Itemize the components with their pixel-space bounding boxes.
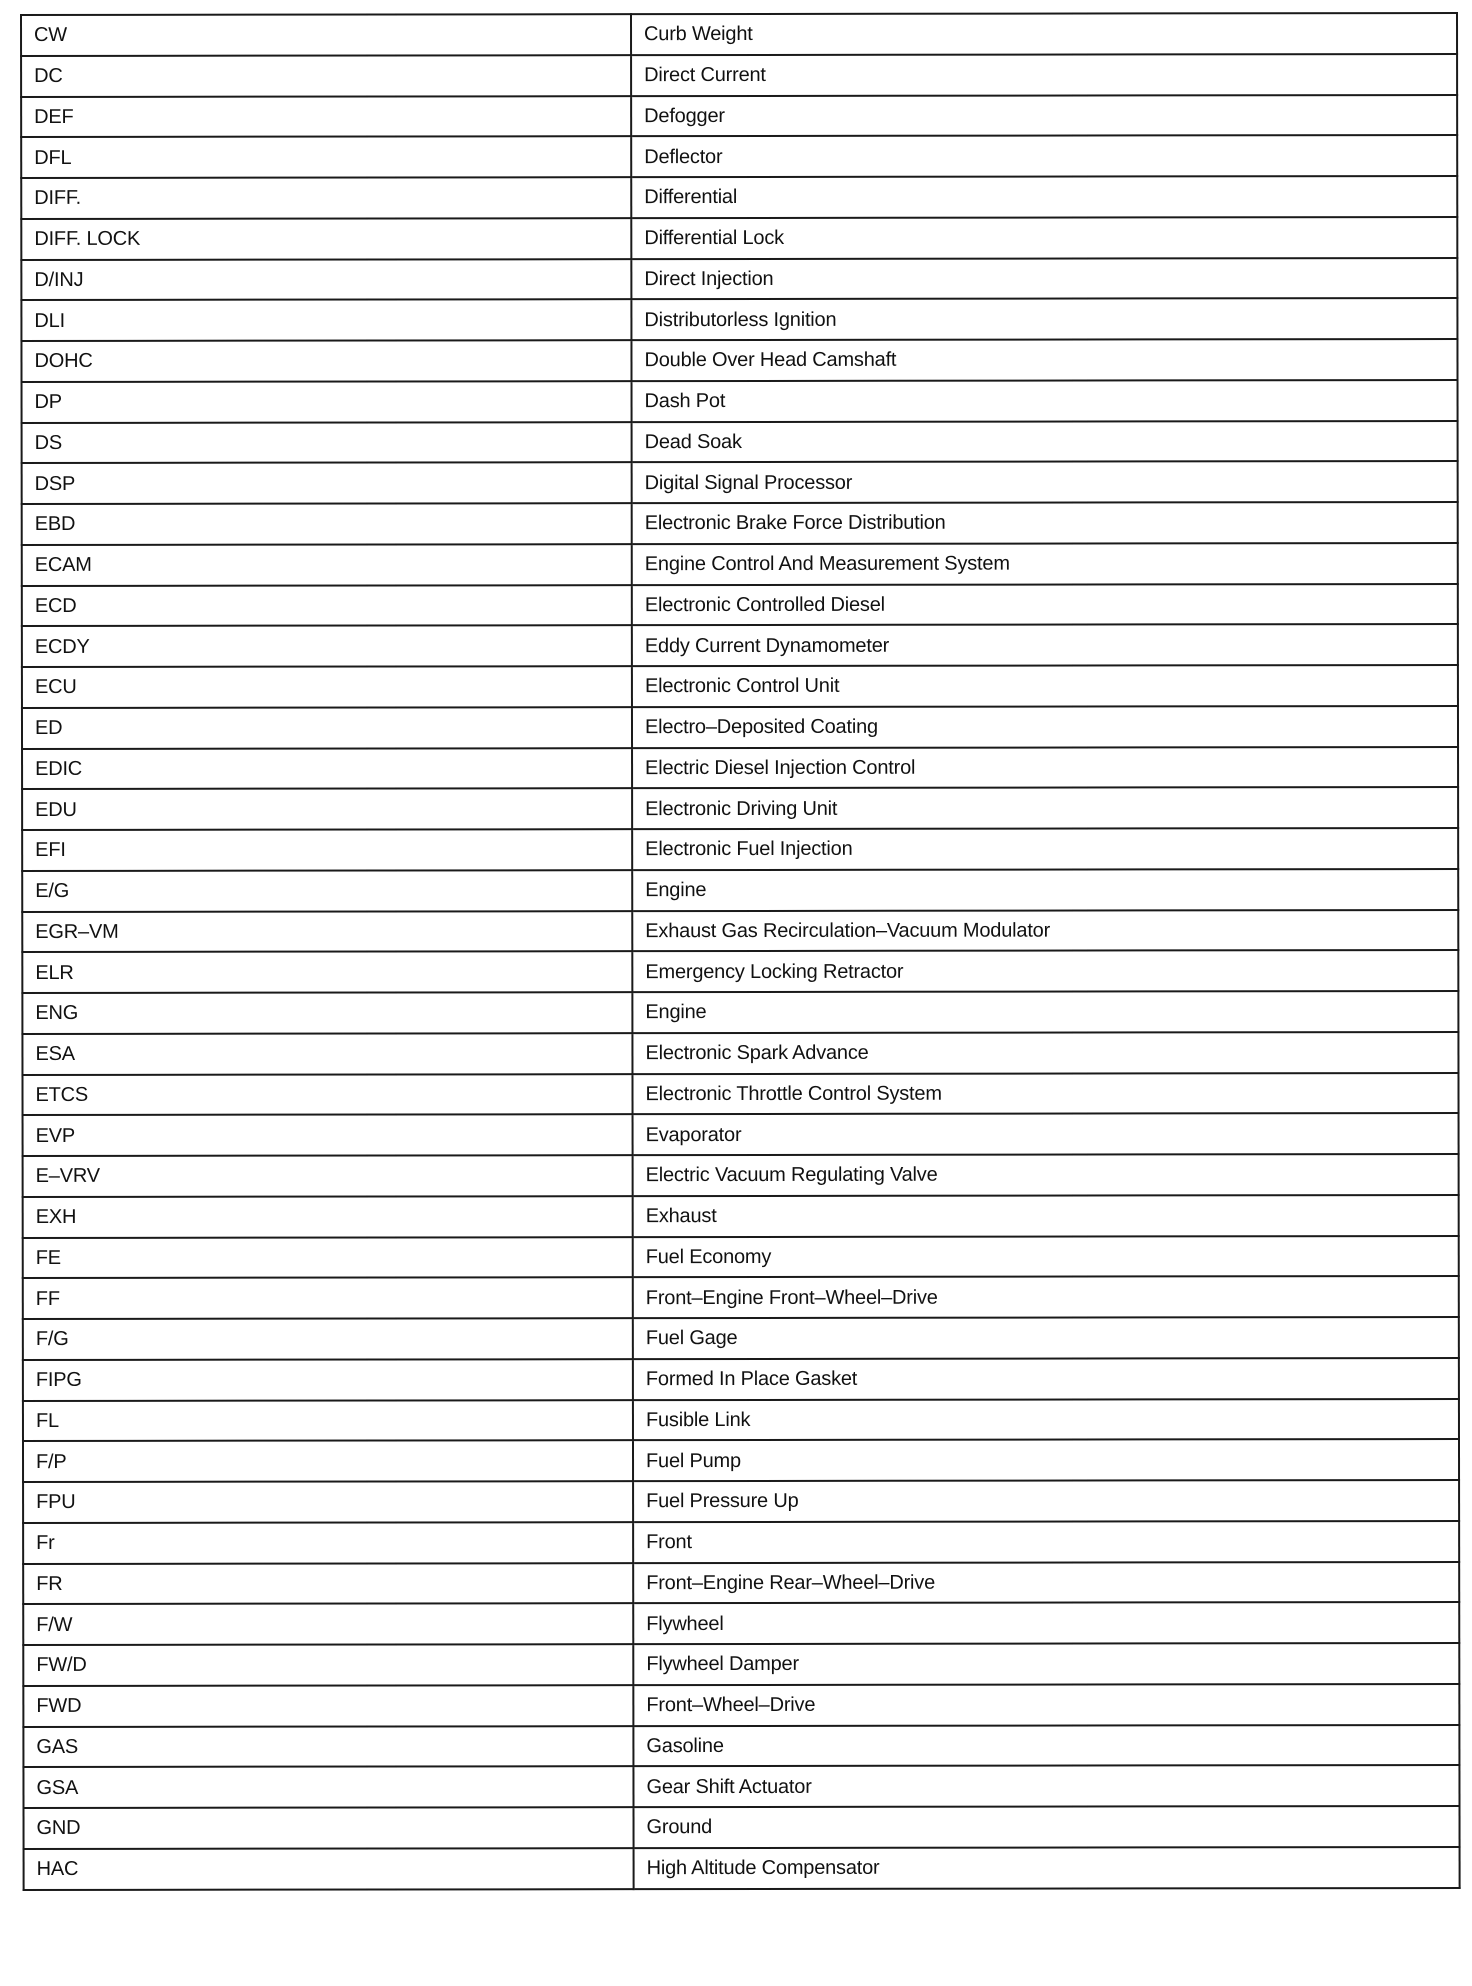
table-row bbox=[22, 624, 1458, 667]
meaning-cell: Electronic Brake Force Distribution bbox=[632, 502, 1458, 544]
table-row bbox=[22, 380, 1458, 423]
table-row bbox=[23, 1113, 1459, 1156]
meaning-cell: Distributorless Ignition bbox=[631, 298, 1457, 340]
table-row bbox=[23, 1398, 1459, 1441]
meaning-cell: Dash Pot bbox=[632, 380, 1458, 422]
meaning-cell: Engine bbox=[632, 991, 1458, 1033]
meaning-cell: Front–Engine Rear–Wheel–Drive bbox=[633, 1561, 1459, 1603]
abbreviation-cell: EFI bbox=[22, 829, 632, 871]
abbreviation-cell: EDU bbox=[22, 788, 632, 830]
meaning-cell: Front bbox=[633, 1521, 1459, 1563]
abbreviation-cell: ENG bbox=[22, 992, 632, 1034]
table-row bbox=[23, 1154, 1459, 1197]
table-row bbox=[22, 746, 1458, 789]
abbreviation-cell: GND bbox=[24, 1807, 634, 1849]
abbreviation-cell: ED bbox=[22, 707, 632, 749]
meaning-cell: Electronic Fuel Injection bbox=[632, 828, 1458, 870]
table-row bbox=[22, 1032, 1458, 1075]
table-row bbox=[21, 13, 1457, 56]
abbreviation-cell: ECD bbox=[22, 585, 632, 627]
abbreviation-cell: F/P bbox=[23, 1440, 633, 1482]
table-row bbox=[21, 339, 1457, 382]
meaning-cell: Evaporator bbox=[633, 1113, 1459, 1155]
table-row bbox=[22, 950, 1458, 993]
meaning-cell: Flywheel bbox=[633, 1602, 1459, 1644]
meaning-cell: Eddy Current Dynamometer bbox=[632, 624, 1458, 666]
meaning-cell: Dead Soak bbox=[632, 420, 1458, 462]
abbreviation-cell: FF bbox=[23, 1277, 633, 1319]
abbreviation-cell: ELR bbox=[22, 951, 632, 993]
meaning-cell: Front–Engine Front–Wheel–Drive bbox=[633, 1276, 1459, 1318]
abbreviation-cell: GAS bbox=[23, 1726, 633, 1768]
table-row bbox=[24, 1806, 1460, 1849]
table-row bbox=[23, 1643, 1459, 1686]
meaning-cell: Electronic Control Unit bbox=[632, 665, 1458, 707]
table-row bbox=[22, 706, 1458, 749]
meaning-cell: Exhaust bbox=[633, 1195, 1459, 1237]
meaning-cell: Electronic Driving Unit bbox=[632, 787, 1458, 829]
abbreviation-cell: D/INJ bbox=[21, 259, 631, 301]
meaning-cell: Deflector bbox=[631, 135, 1457, 177]
table-row bbox=[21, 176, 1457, 219]
table-row bbox=[22, 461, 1458, 504]
meaning-cell: Exhaust Gas Recirculation–Vacuum Modulator bbox=[632, 909, 1458, 951]
abbreviation-cell: EVP bbox=[23, 1114, 633, 1156]
table-row bbox=[23, 1602, 1459, 1645]
abbreviation-cell: DS bbox=[22, 422, 632, 464]
abbreviation-cell: FWD bbox=[23, 1685, 633, 1727]
meaning-cell: Electronic Throttle Control System bbox=[632, 1072, 1458, 1114]
abbreviation-cell: FE bbox=[23, 1237, 633, 1279]
abbreviation-cell: EXH bbox=[23, 1196, 633, 1238]
table-row bbox=[23, 1765, 1459, 1808]
table-row bbox=[22, 1072, 1458, 1115]
table-row bbox=[22, 502, 1458, 545]
table-row bbox=[23, 1276, 1459, 1319]
abbreviation-cell: EDIC bbox=[22, 748, 632, 790]
table-row bbox=[22, 869, 1458, 912]
table-row bbox=[22, 420, 1458, 463]
abbreviation-cell: HAC bbox=[24, 1848, 634, 1890]
meaning-cell: Fusible Link bbox=[633, 1398, 1459, 1440]
meaning-cell: Gasoline bbox=[633, 1724, 1459, 1766]
abbreviation-cell: DFL bbox=[21, 136, 631, 178]
meaning-cell: Engine Control And Measurement System bbox=[632, 543, 1458, 585]
abbreviation-cell: ECU bbox=[22, 666, 632, 708]
table-row bbox=[23, 1724, 1459, 1767]
meaning-cell: Direct Current bbox=[631, 54, 1457, 96]
table-row bbox=[21, 257, 1457, 300]
meaning-cell: Electronic Spark Advance bbox=[632, 1032, 1458, 1074]
meaning-cell: Double Over Head Camshaft bbox=[631, 339, 1457, 381]
table-row bbox=[23, 1480, 1459, 1523]
meaning-cell: Curb Weight bbox=[631, 13, 1457, 55]
table-row bbox=[21, 54, 1457, 97]
abbreviation-cell: DC bbox=[21, 55, 631, 97]
table-row bbox=[23, 1521, 1459, 1564]
table-row bbox=[23, 1235, 1459, 1278]
meaning-cell: Differential Lock bbox=[631, 217, 1457, 259]
meaning-cell: Gear Shift Actuator bbox=[633, 1765, 1459, 1807]
abbreviation-cell: DLI bbox=[21, 299, 631, 341]
meaning-cell: Fuel Pump bbox=[633, 1439, 1459, 1481]
abbreviation-cell: ESA bbox=[22, 1033, 632, 1075]
meaning-cell: Digital Signal Processor bbox=[632, 461, 1458, 503]
abbreviation-cell: EBD bbox=[22, 503, 632, 545]
table-row bbox=[22, 665, 1458, 708]
table-row bbox=[21, 217, 1457, 260]
meaning-cell: Formed In Place Gasket bbox=[633, 1358, 1459, 1400]
abbreviation-cell: Fr bbox=[23, 1522, 633, 1564]
abbreviation-cell: EGR–VM bbox=[22, 911, 632, 953]
abbreviation-cell: FPU bbox=[23, 1481, 633, 1523]
table-row bbox=[23, 1317, 1459, 1360]
abbreviation-cell: FR bbox=[23, 1563, 633, 1605]
abbreviation-cell: DOHC bbox=[21, 340, 631, 382]
abbreviation-cell: F/G bbox=[23, 1318, 633, 1360]
meaning-cell: Engine bbox=[632, 869, 1458, 911]
abbreviation-cell: E/G bbox=[22, 870, 632, 912]
table-row bbox=[24, 1847, 1460, 1890]
abbreviation-table-body bbox=[21, 13, 1460, 1890]
table-row bbox=[22, 909, 1458, 952]
abbreviation-cell: FIPG bbox=[23, 1359, 633, 1401]
abbreviation-cell: DP bbox=[22, 381, 632, 423]
meaning-cell: Defogger bbox=[631, 94, 1457, 136]
abbreviation-cell: FW/D bbox=[23, 1644, 633, 1686]
abbreviation-cell: DIFF. bbox=[21, 177, 631, 219]
table-row bbox=[23, 1358, 1459, 1401]
abbreviation-table bbox=[20, 12, 1461, 1891]
table-row bbox=[23, 1684, 1459, 1727]
meaning-cell: Electric Vacuum Regulating Valve bbox=[633, 1154, 1459, 1196]
table-row bbox=[22, 787, 1458, 830]
meaning-cell: Electronic Controlled Diesel bbox=[632, 583, 1458, 625]
meaning-cell: Emergency Locking Retractor bbox=[632, 950, 1458, 992]
abbreviation-cell: ECDY bbox=[22, 625, 632, 667]
table-row bbox=[23, 1561, 1459, 1604]
abbreviation-cell: DIFF. LOCK bbox=[21, 218, 631, 260]
abbreviation-cell: E–VRV bbox=[23, 1155, 633, 1197]
table-row bbox=[22, 543, 1458, 586]
meaning-cell: Differential bbox=[631, 176, 1457, 218]
meaning-cell: Fuel Economy bbox=[633, 1235, 1459, 1277]
meaning-cell: Electro–Deposited Coating bbox=[632, 706, 1458, 748]
meaning-cell: Ground bbox=[634, 1806, 1460, 1848]
table-row bbox=[22, 583, 1458, 626]
meaning-cell: Electric Diesel Injection Control bbox=[632, 746, 1458, 788]
table-row bbox=[21, 135, 1457, 178]
abbreviation-cell: GSA bbox=[23, 1766, 633, 1808]
abbreviation-cell: FL bbox=[23, 1400, 633, 1442]
meaning-cell: Fuel Gage bbox=[633, 1317, 1459, 1359]
meaning-cell: Direct Injection bbox=[631, 257, 1457, 299]
abbreviation-cell: ECAM bbox=[22, 544, 632, 586]
meaning-cell: Flywheel Damper bbox=[633, 1643, 1459, 1685]
table-row bbox=[22, 828, 1458, 871]
table-row bbox=[21, 298, 1457, 341]
meaning-cell: Fuel Pressure Up bbox=[633, 1480, 1459, 1522]
table-row bbox=[21, 94, 1457, 137]
abbreviation-cell: CW bbox=[21, 14, 631, 56]
abbreviation-cell: DSP bbox=[22, 462, 632, 504]
meaning-cell: Front–Wheel–Drive bbox=[633, 1684, 1459, 1726]
abbreviation-cell: F/W bbox=[23, 1603, 633, 1645]
table-row bbox=[23, 1439, 1459, 1482]
abbreviation-cell: DEF bbox=[21, 96, 631, 138]
table-row bbox=[22, 991, 1458, 1034]
table-row bbox=[23, 1195, 1459, 1238]
abbreviation-cell: ETCS bbox=[22, 1074, 632, 1116]
meaning-cell: High Altitude Compensator bbox=[634, 1847, 1460, 1889]
